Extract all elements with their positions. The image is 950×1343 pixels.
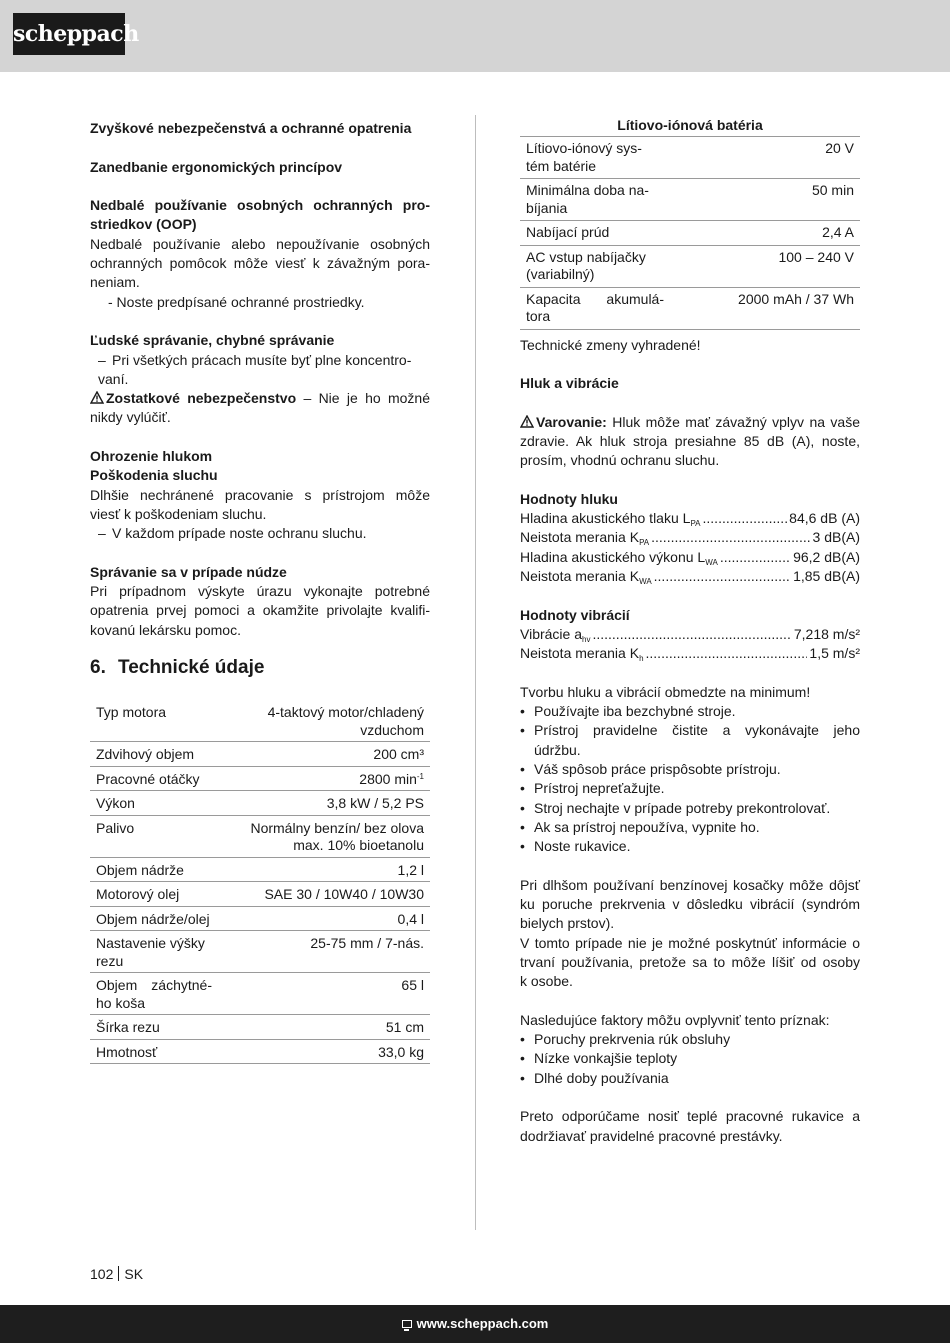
table-row: [90, 1015, 430, 1040]
spec-key: Palivo: [90, 815, 218, 857]
spec-value: SAE 30 / 10W40 / 10W30: [218, 882, 430, 907]
table-row: [520, 245, 860, 287]
spec-value: 33,0 kg: [218, 1039, 430, 1064]
text-warning-l2: zdravie. Ak hluk stroja presiahne 85 dB (A), noste,: [520, 432, 860, 449]
right-column: [520, 115, 860, 1146]
spec-value: Normálny benzín/ bez olova max. 10% bioetanolu: [218, 815, 430, 857]
battery-table: [520, 137, 860, 330]
heading-ergonomics: Zanedbanie ergonomických princípov: [90, 158, 343, 175]
page-number: 102 SK: [90, 1266, 144, 1282]
heading-residual-risks: Zvyškové nebezpečenstvá a ochranné opatrenia: [90, 120, 412, 136]
dash-mark: –: [98, 351, 106, 368]
section-title: 6. Technické údaje: [90, 657, 265, 679]
table-row: [90, 882, 430, 907]
noise-row: Hladina akustického tlaku $L_{PA}$ ..... 84,6 dB (A): [520, 509, 860, 528]
spec-value: 25-75 mm / 7-nás.: [218, 931, 430, 973]
text-human-l4: nikdy vylúčiť.: [90, 409, 171, 426]
heading-human-behavior: Ľudské správanie, chybné správanie: [90, 332, 335, 349]
text-ppe-l2: ochranných pomôcok môže viesť k závažným pora-: [90, 255, 430, 272]
text-long-l2: ku poruche prekrvenia v dôsledku vibrácií (syndróm: [520, 896, 860, 913]
tech-changes-note: Technické zmeny vyhradené!: [520, 336, 701, 353]
spec-key: Objem nádrže: [90, 857, 218, 882]
heading-noise-hazard: Ohrozenie hlukom: [90, 448, 213, 465]
list-item-continuation: údržbu.: [534, 741, 581, 758]
text-factors: Nasledujúce faktory môžu ovplyvniť tento príznak:: [520, 1011, 830, 1028]
table-row: [90, 815, 430, 857]
text-ppe-l4: - Noste predpísané ochranné prostriedky.: [108, 293, 365, 310]
spec-key: Pracovné otáčky: [90, 766, 218, 791]
spec-key: Hmotnosť: [90, 1039, 218, 1064]
spec-value: 4-taktový motor/chladený vzduchom: [218, 700, 430, 742]
battery-key: Kapacita akumulá- tora: [520, 287, 670, 329]
text-human-l2: vaní.: [98, 370, 129, 387]
text-final-l1: Preto odporúčame nosiť teplé pracovné rukavice a: [520, 1108, 860, 1125]
battery-value: 100 – 240 V: [670, 245, 860, 287]
heading-vibration-values: Hodnoty vibrácií: [520, 606, 630, 623]
table-row: [90, 742, 430, 767]
text-hearing-l1: Dlhšie nechránené pracovanie s prístrojom môže: [90, 486, 430, 503]
battery-key: Minimálna doba na- bíjania: [520, 179, 670, 221]
table-row: [90, 791, 430, 816]
column-divider: [475, 115, 476, 1230]
list-item: • Váš spôsob práce prispôsobte prístroju.: [520, 761, 781, 778]
battery-value: 2000 mAh / 37 Wh: [670, 287, 860, 329]
text-residual-warning: Zostatkové nebezpečenstvo – Nie je ho možné: [90, 389, 430, 408]
page-footer: [0, 1305, 950, 1343]
heading-ppe-line2: striedkov (OOP): [90, 216, 197, 233]
text-emergency-l2: opatrenia prvej pomoci a okamžite privolajte kvalifi-: [90, 602, 430, 619]
battery-value: 50 min: [670, 179, 860, 221]
spec-key: Zdvihový objem: [90, 742, 218, 767]
spec-key: Nastavenie výšky rezu: [90, 931, 218, 973]
table-row: [90, 1039, 430, 1064]
monitor-icon: [402, 1320, 412, 1328]
text-ppe-l3: neniam.: [90, 274, 140, 291]
heading-hearing-damage: Poškodenia sluchu: [90, 467, 218, 484]
spec-key: Typ motora: [90, 700, 218, 742]
table-row: [90, 766, 430, 791]
heading-ppe-line1: Nedbalé používanie osobných ochranných pro-: [90, 197, 430, 214]
list-item: • Prístroj pravidelne čistite a vykonávajte jeho: [520, 722, 860, 739]
spec-value: 51 cm: [218, 1015, 430, 1040]
spec-value: 2800 $\min^{-1}$: [218, 766, 430, 791]
spec-key: Motorový olej: [90, 882, 218, 907]
table-row: [520, 287, 860, 329]
dash-mark: –: [98, 525, 106, 542]
list-item: • Nízke vonkajšie teploty: [520, 1050, 678, 1067]
list-item: • Stroj nechajte v prípade potreby prekontrolovať.: [520, 799, 831, 816]
heading-noise-values: Hodnoty hluku: [520, 490, 618, 507]
scheppach-logo: scheppach: [13, 13, 125, 55]
list-item: • Prístroj nepreťažujte.: [520, 780, 665, 797]
left-column: [90, 119, 430, 1064]
table-row: [90, 973, 430, 1015]
warning-icon: [90, 391, 104, 404]
heading-noise-vibration: Hluk a vibrácie: [520, 375, 619, 392]
spec-value: 200 cm³: [218, 742, 430, 767]
table-row: [90, 700, 430, 742]
spec-key: Objem nádrže/olej: [90, 906, 218, 931]
text-final-l2: dodržiavať pravidelné pracovné prestávky.: [520, 1127, 783, 1144]
page-header: [0, 0, 950, 72]
table-row: [90, 857, 430, 882]
text-long-l4: V tomto prípade nie je možné poskytnúť informácie o: [520, 934, 860, 951]
text-hearing-l2: viesť k poškodeniam sluchu.: [90, 505, 267, 522]
battery-key: AC vstup nabíjačky (variabilný): [520, 245, 670, 287]
spec-value: 3,8 kW / 5,2 PS: [218, 791, 430, 816]
technical-data-table: [90, 700, 430, 1064]
heading-emergency: Správanie sa v prípade núdze: [90, 563, 287, 580]
spec-value: 65 l: [218, 973, 430, 1015]
spec-key: Výkon: [90, 791, 218, 816]
text-long-l5: trvaní používania, pretože sa to môže líšiť od osoby: [520, 954, 860, 970]
list-item: • Dlhé doby používania: [520, 1069, 669, 1086]
footer-url[interactable]: www.scheppach.com: [416, 1316, 549, 1331]
noise-row: Neistota merania $K_{WA}$ ..... 1,85 dB(A): [520, 567, 860, 586]
text-emergency-l1: Pri prípadnom výskyte úrazu vykonajte potrebné: [90, 583, 430, 600]
table-row: [90, 931, 430, 973]
list-item: • Ak sa prístroj nepoužíva, vypnite ho.: [520, 818, 760, 835]
noise-row: Neistota merania $K_{PA}$ ..... 3 dB(A): [520, 528, 860, 547]
text-warning-l3: prosím, vhodnú ochranu sluchu.: [520, 452, 720, 469]
vibration-row: Neistota merania $K_h$ ..... 1,5 m/s²: [520, 644, 860, 663]
list-item: • Používajte iba bezchybné stroje.: [520, 703, 736, 720]
spec-key: Objem záchytné- ho koša: [90, 973, 218, 1015]
table-row: [520, 137, 860, 179]
table-row: [90, 906, 430, 931]
spec-value: 0,4 l: [218, 906, 430, 931]
text-ppe-l1: Nedbalé používanie alebo nepoužívanie osobných: [90, 235, 430, 252]
table-row: [520, 179, 860, 221]
battery-key: Nabíjací prúd: [520, 221, 670, 246]
spec-value: 1,2 l: [218, 857, 430, 882]
text-human-l1: – Pri všetkých prácach musíte byť plne koncentro-: [90, 351, 430, 370]
text-long-l1: Pri dlhšom používaní benzínovej kosačky môže dôjsť: [520, 876, 860, 893]
vibration-row: Vibrácie $a_{hv}$ ..... 7,218 m/s²: [520, 625, 860, 644]
battery-table-title: Lítiovo-iónová batéria: [520, 115, 860, 137]
battery-key: Lítiovo-iónový sys- tém batérie: [520, 137, 670, 179]
noise-row: Hladina akustického výkonu $L_{WA}$ ..... 96,2 dB(A): [520, 548, 860, 567]
text-minimize: Tvorbu hluku a vibrácií obmedzte na minimum!: [520, 683, 811, 700]
table-row: [520, 221, 860, 246]
spec-key: Šírka rezu: [90, 1015, 218, 1040]
warning-icon: [520, 415, 534, 428]
battery-value: 2,4 A: [670, 221, 860, 246]
list-item: • Poruchy prekrvenia rúk obsluhy: [520, 1031, 731, 1048]
text-long-l6: k osobe.: [520, 973, 573, 990]
text-warning-l1: Varovanie: Hluk môže mať závažný vplyv na vaše: [520, 413, 860, 432]
list-item: • Noste rukavice.: [520, 838, 631, 855]
battery-value: 20 V: [670, 137, 860, 179]
text-hearing-l3: – V každom prípade noste ochranu sluchu.: [90, 524, 430, 543]
text-emergency-l3: kovanú lekársku pomoc.: [90, 621, 241, 638]
text-long-l3: bielych prstov).: [520, 915, 615, 932]
